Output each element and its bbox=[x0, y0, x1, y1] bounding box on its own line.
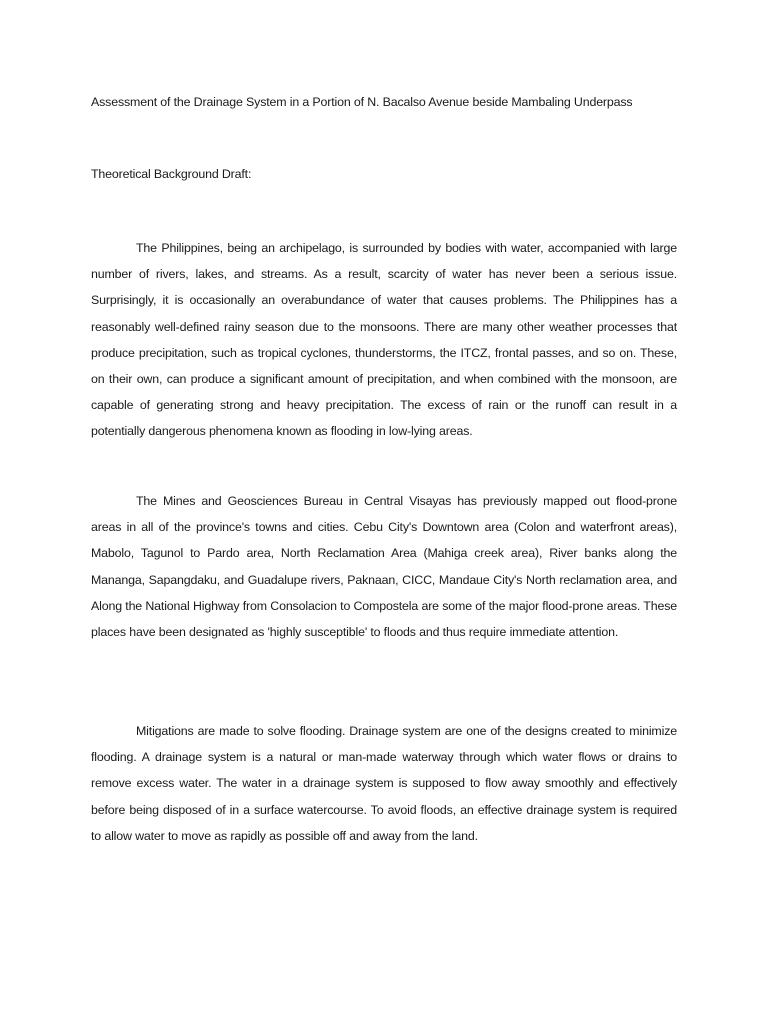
section-heading: Theoretical Background Draft: bbox=[91, 167, 252, 181]
paragraph-drainage-mitigation: Mitigations are made to solve flooding. Drainage system are one of the designs created to minimize flooding. A drainage system is a natural or man-made waterway through which water flows or drains to remove excess water. The water in a drainage system is supposed to flow away smoothly and effectively before being disposed of in a surface watercourse. To avoid floods, an effective drainage system is required to allow water to move as rapidly as possible off and away from the land. bbox=[91, 724, 677, 843]
paragraph-flood-prone-areas: The Mines and Geosciences Bureau in Central Visayas has previously mapped out flood-prone areas in all of the province's towns and cities. Cebu City's Downtown area (Colon and waterfront areas), Mabolo, Tagunol to Pardo area, North Reclamation Area (Mahiga creek area), River banks along the Mananga, Sapangdaku, and Guadalupe rivers, Paknaan, CICC, Mandaue City's North reclamation area, and Along the National Highway from Consolacion to Compostela are some of the major flood-prone areas. These places have been designated as 'highly susceptible' to floods and thus require immediate attention. bbox=[91, 494, 677, 640]
paragraph-philippines-flooding: The Philippines, being an archipelago, is surrounded by bodies with water, accompanied with large number of rivers, lakes, and streams. As a result, scarcity of water has never been a serious issue. Surprisingly, it is occasionally an overabundance of water that causes problems. The Philippines has a reasonably well-defined rainy season due to the monsoons. There are many other weather processes that produce precipitation, such as tropical cyclones, thunderstorms, the ITCZ, frontal passes, and so on. These, on their own, can produce a significant amount of precipitation, and when combined with the monsoon, are capable of generating strong and heavy precipitation. The excess of rain or the runoff can result in a potentially dangerous phenomena known as flooding in low-lying areas. bbox=[91, 241, 677, 439]
document-title: Assessment of the Drainage System in a Portion of N. Bacalso Avenue beside Mambaling Underpass bbox=[91, 95, 633, 109]
